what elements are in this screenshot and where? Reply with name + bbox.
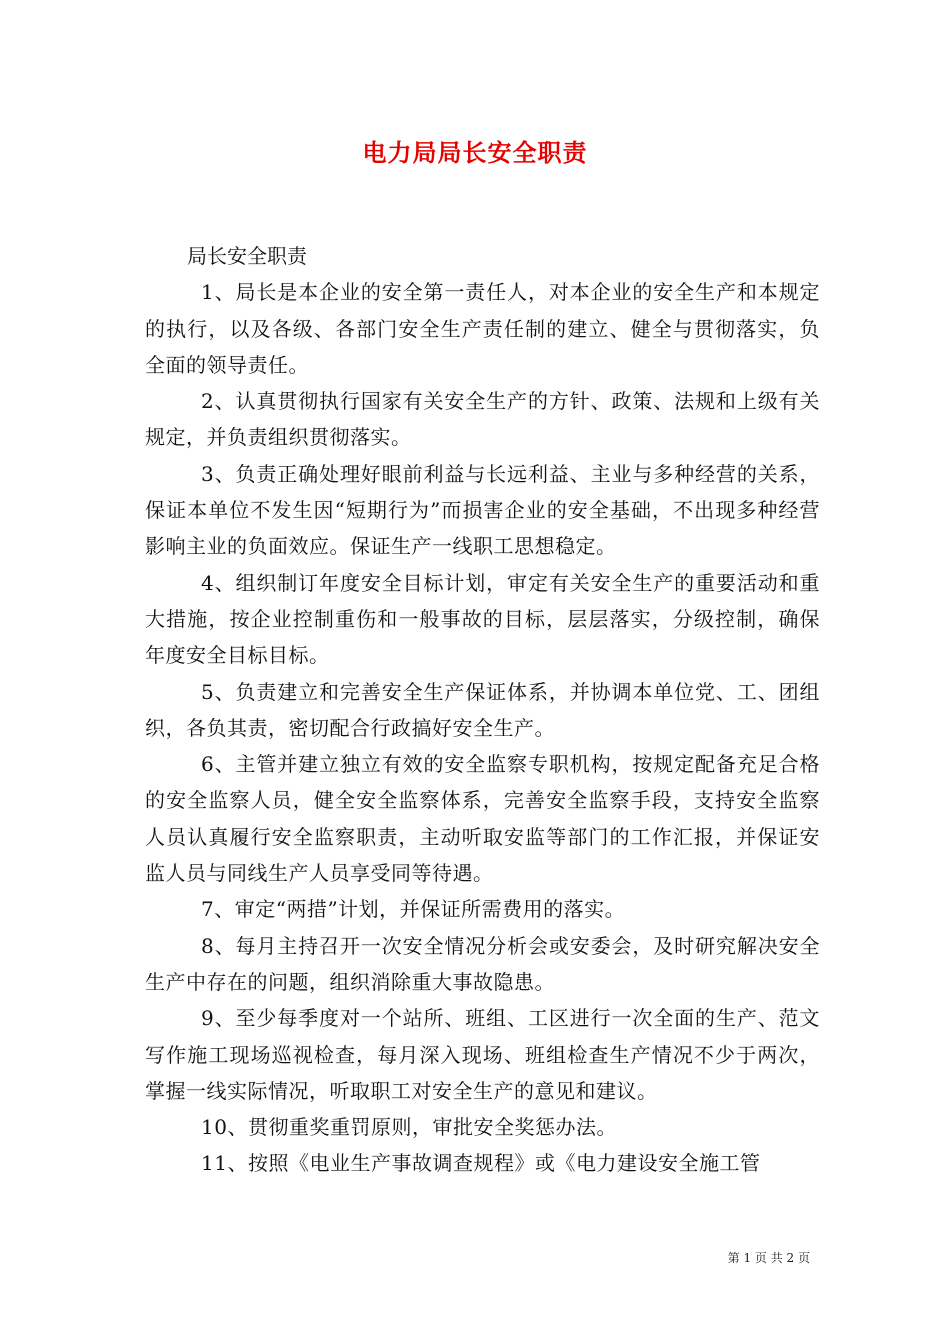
paragraph-8: 8、每月主持召开一次安全情况分析会或安委会，及时研究解决安全生产中存在的问题，组织消除重大事故隐患。: [145, 933, 820, 994]
paragraph-11: 11、按照《电业生产事故调查规程》或《电力建设安全施工管: [201, 1151, 761, 1176]
paragraph-5: 5、负责建立和完善安全生产保证体系，并协调本单位党、工、团组织，各负其责，密切配合行政搞好安全生产。: [145, 679, 820, 740]
section-heading: 局长安全职责: [187, 244, 307, 268]
paragraph-3: 3、负责正确处理好眼前利益与长远利益、主业与多种经营的关系，保证本单位不发生因“短期行为”而损害企业的安全基础，不出现多种经营影响主业的负面效应。保证生产一线职工思想稳定。: [145, 461, 820, 559]
paragraph-1: 1、局长是本企业的安全第一责任人，对本企业的安全生产和本规定的执行，以及各级、各部门安全生产责任制的建立、健全与贯彻落实，负全面的领导责任。: [145, 280, 820, 377]
paragraph-4: 4、组织制订年度安全目标计划，审定有关安全生产的重要活动和重大措施，按企业控制重伤和一般事故的目标，层层落实，分级控制，确保年度安全目标目标。: [145, 570, 820, 668]
paragraph-10: 10、贯彻重奖重罚原则，审批安全奖惩办法。: [201, 1115, 617, 1140]
paragraph-7: 7、审定“两措”计划，并保证所需费用的落实。: [201, 897, 626, 922]
page-number-footer: 第 1 页 共 2 页: [727, 1251, 810, 1265]
paragraph-2: 2、认真贯彻执行国家有关安全生产的方针、政策、法规和上级有关规定，并负责组织贯彻落实。: [145, 389, 820, 450]
paragraph-6: 6、主管并建立独立有效的安全监察专职机构，按规定配备充足合格的安全监察人员，健全安全监察体系，完善安全监察手段，支持安全监察人员认真履行安全监察职责，主动听取安监等部门的工作汇报，并保证安监人员与同线生产人员享受同等待遇。: [145, 752, 820, 886]
document-title: 电力局局长安全职责: [362, 138, 588, 167]
document-body: [145, 238, 820, 1182]
paragraph-9: 9、至少每季度对一个站所、班组、工区进行一次全面的生产、范文写作施工现场巡视检查，每月深入现场、班组检查生产情况不少于两次，掌握一线实际情况，听取职工对安全生产的意见和建议。: [145, 1006, 820, 1103]
